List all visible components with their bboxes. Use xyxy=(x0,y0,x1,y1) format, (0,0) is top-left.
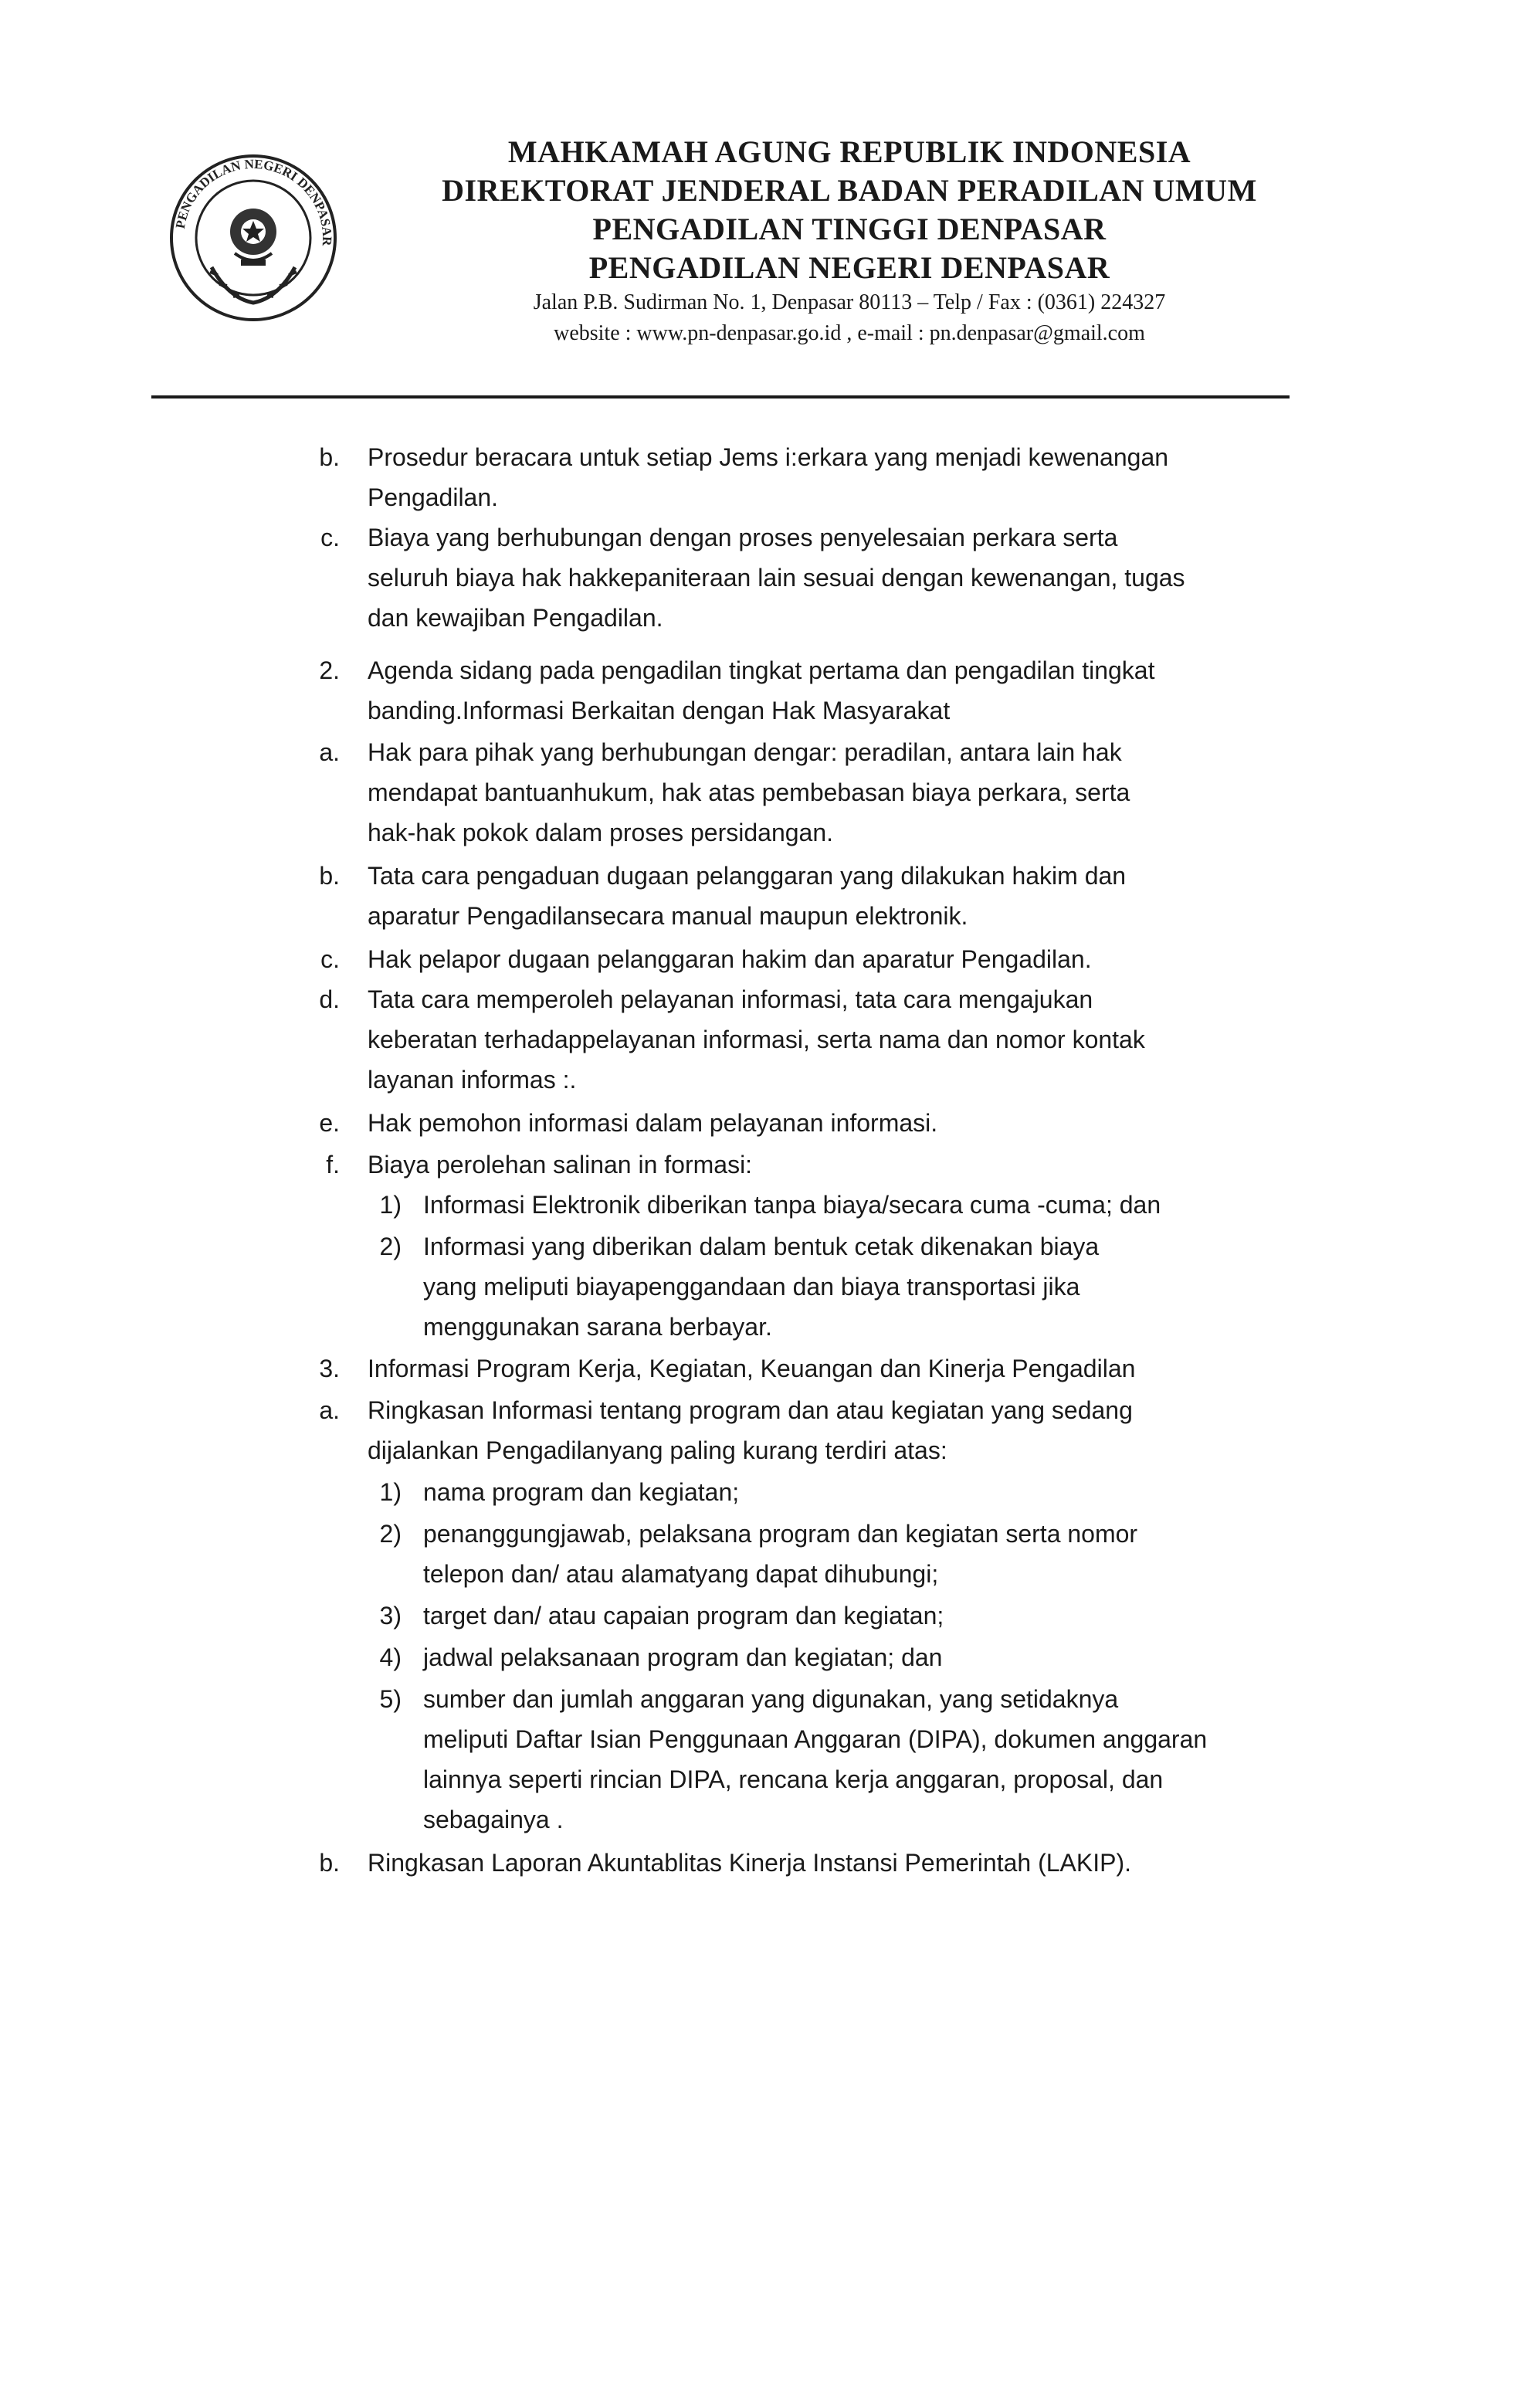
letterhead-address: Jalan P.B. Sudirman No. 1, Denpasar 80113 – Telp / Fax : (0361) 224327 xyxy=(533,290,1166,314)
list-text-line: Tata cara memperoleh pelayanan informasi, tata cara mengajukan xyxy=(368,985,1093,1013)
list-text-line: Hak pelapor dugaan pelanggaran hakim dan aparatur Pengadilan. xyxy=(368,945,1092,973)
list-marker: f. xyxy=(326,1151,340,1179)
list-text-line: Biaya perolehan salinan in formasi: xyxy=(368,1151,753,1179)
list-text-line: Biaya yang berhubungan dengan proses penyelesaian perkara serta xyxy=(368,524,1118,551)
list-text-line: nama program dan kegiatan; xyxy=(423,1478,740,1506)
list-text-line: layanan informas :. xyxy=(368,1066,577,1094)
letterhead xyxy=(340,133,1359,349)
list-marker: 3. xyxy=(319,1355,340,1382)
list-text-line: penanggungjawab, pelaksana program dan kegiatan serta nomor xyxy=(423,1520,1138,1548)
list-text-line: Informasi yang diberikan dalam bentuk cetak dikenakan biaya xyxy=(423,1233,1100,1260)
list-text-line: Agenda sidang pada pengadilan tingkat pertama dan pengadilan tingkat xyxy=(368,656,1155,684)
letterhead-divider xyxy=(151,395,1290,399)
list-marker: c. xyxy=(320,945,340,973)
list-text-line: Ringkasan Informasi tentang program dan atau kegiatan yang sedang xyxy=(368,1396,1133,1424)
list-text-line: aparatur Pengadilansecara manual maupun elektronik. xyxy=(368,902,968,930)
list-text-line: sebagainya . xyxy=(423,1806,564,1833)
list-text-line: Ringkasan Laporan Akuntablitas Kinerja Instansi Pemerintah (LAKIP). xyxy=(368,1849,1131,1877)
list-text-line: hak-hak pokok dalam proses persidangan. xyxy=(368,819,834,846)
list-text-line: Hak para pihak yang berhubungan dengar: peradilan, antara lain hak xyxy=(368,738,1122,766)
list-text-line: telepon dan/ atau alamatyang dapat dihubungi; xyxy=(423,1560,939,1588)
letterhead-line-2: DIREKTORAT JENDERAL BADAN PERADILAN UMUM xyxy=(442,173,1257,208)
list-marker: 1) xyxy=(379,1191,402,1219)
list-marker: b. xyxy=(319,862,340,890)
list-text-line: Tata cara pengaduan dugaan pelanggaran yang dilakukan hakim dan xyxy=(368,862,1127,890)
list-marker: 2) xyxy=(379,1233,402,1260)
list-text-line: lainnya seperti rincian DIPA, rencana kerja anggaran, proposal, dan xyxy=(423,1765,1164,1793)
list-text-line: yang meliputi biayapenggandaan dan biaya transportasi jika xyxy=(423,1273,1080,1301)
list-marker: a. xyxy=(319,1396,340,1424)
list-text-line: mendapat bantuanhukum, hak atas pembebasan biaya perkara, serta xyxy=(368,778,1130,806)
list-marker: 2. xyxy=(319,656,340,684)
list-text-line: target dan/ atau capaian program dan kegiatan; xyxy=(423,1602,944,1630)
list-marker: e. xyxy=(319,1109,340,1137)
list-text-line: jadwal pelaksanaan program dan kegiatan; dan xyxy=(423,1643,943,1671)
list-marker: 1) xyxy=(379,1478,402,1506)
letterhead-line-3: PENGADILAN TINGGI DENPASAR xyxy=(592,212,1107,246)
letterhead-line-1: MAHKAMAH AGUNG REPUBLIK INDONESIA xyxy=(507,134,1191,169)
list-text-line: Informasi Elektronik diberikan tanpa biaya/secara cuma -cuma; dan xyxy=(423,1191,1161,1219)
list-text-line: Informasi Program Kerja, Kegiatan, Keuangan dan Kinerja Pengadilan xyxy=(368,1355,1136,1382)
list-text-line: dan kewajiban Pengadilan. xyxy=(368,604,663,632)
list-text-line: menggunakan sarana berbayar. xyxy=(423,1313,772,1341)
list-marker: d. xyxy=(319,985,340,1013)
list-text-line: sumber dan jumlah anggaran yang digunakan, yang setidaknya xyxy=(423,1685,1119,1713)
list-marker: b. xyxy=(319,443,340,471)
list-marker: 5) xyxy=(379,1685,402,1713)
list-marker: b. xyxy=(319,1849,340,1877)
seal-ring-text: PENGADILAN NEGERI DENPASAR xyxy=(172,156,335,246)
list-text-line: meliputi Daftar Isian Penggunaan Anggaran (DIPA), dokumen anggaran xyxy=(423,1725,1208,1753)
court-seal-logo xyxy=(167,151,340,324)
list-text-line: seluruh biaya hak hakkepaniteraan lain sesuai dengan kewenangan, tugas xyxy=(368,564,1185,592)
list-text-line: Hak pemohon informasi dalam pelayanan informasi. xyxy=(368,1109,938,1137)
list-text-line: dijalankan Pengadilanyang paling kurang terdiri atas: xyxy=(368,1436,947,1464)
list-text-line: Pengadilan. xyxy=(368,483,499,511)
letterhead-website: website : www.pn-denpasar.go.id , e-mail : pn.denpasar@gmail.com xyxy=(554,321,1145,345)
list-marker: 3) xyxy=(379,1602,402,1630)
list-marker: 2) xyxy=(379,1520,402,1548)
list-text-line: banding.Informasi Berkaitan dengan Hak Masyarakat xyxy=(368,697,951,724)
list-marker: a. xyxy=(319,738,340,766)
list-marker: c. xyxy=(320,524,340,551)
list-text-line: Prosedur beracara untuk setiap Jems i:erkara yang menjadi kewenangan xyxy=(368,443,1169,471)
letterhead-line-4: PENGADILAN NEGERI DENPASAR xyxy=(588,250,1110,285)
list-marker: 4) xyxy=(379,1643,402,1671)
list-text-line: keberatan terhadappelayanan informasi, serta nama dan nomor kontak xyxy=(368,1026,1145,1053)
